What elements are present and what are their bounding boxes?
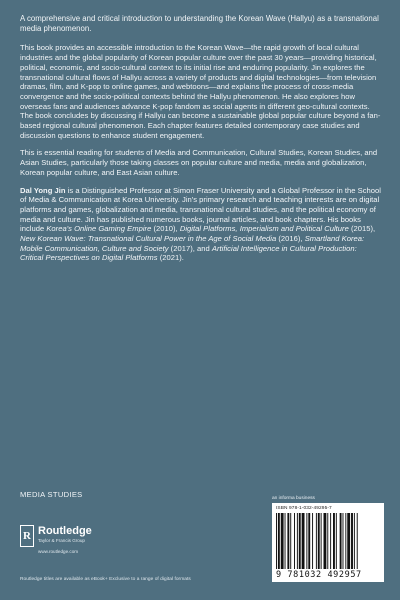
isbn-label: ISBN 978-1-032-49295-7 [276,506,332,511]
publisher-name: Routledge [38,525,92,537]
ebook-note: Routledge titles are available as eBook+ Exclusive to a range of digital formats [20,577,191,582]
barcode-bar [276,513,277,569]
barcode-bar [324,513,327,569]
publisher-url[interactable]: www.routledge.com [38,549,79,554]
barcode-bar [327,513,328,569]
book-title: New Korean Wave: Transnational Cultural Power in the Age of Social Media [20,234,277,244]
barcode-bar [302,513,305,569]
barcode-bar [347,513,350,569]
barcode-bar [306,513,307,569]
barcode-bar [312,513,313,569]
barcode-bar [354,513,355,569]
book-year: (2017), and [168,243,212,253]
barcode-bar [333,513,335,569]
svg-text:R: R [23,530,31,542]
barcode-bar [340,513,342,569]
book-year: (2015), [348,224,376,234]
book-title: Smartland Korea: Mobile Communication, Culture and Society [20,234,365,253]
barcode-box [272,503,384,582]
subject-category: MEDIA STUDIES [20,490,83,499]
barcode-bar [290,513,291,569]
intro-paragraph: A comprehensive and critical introduction to understanding the Korean Wave (Hallyu) as a transnational media phenomenon. [20,14,379,33]
publisher-logo [20,525,140,565]
barcode-bar [330,513,331,569]
barcode-bar [351,513,353,569]
book-year: (2010), [151,224,180,234]
barcode-caption: an informa business [272,496,315,501]
book-title: Artificial Intelligence in Cultural Production: Critical Perspectives on Digital Platforms [20,243,357,263]
routledge-r-icon [20,525,34,547]
barcode-block [272,496,384,582]
barcode-icon [276,513,380,569]
book-title: Digital Platforms, Imperialism and Political Culture [179,224,349,234]
barcode-bar [285,513,286,569]
author-name: Dal Yong Jin [20,185,66,195]
blurb-column [20,14,382,271]
barcode-bar [345,513,346,569]
barcode-bar [281,513,284,569]
barcode-bar [357,513,358,569]
barcode-bar [336,513,337,569]
book-title: Korea's Online Gaming Empire [46,224,152,234]
barcode-bar [299,513,301,569]
barcode-bar [321,513,322,569]
book-year: (2021). [157,253,184,263]
description-paragraph: This book provides an accessible introduction to the Korean Wave—the rapid growth of local cultural industries and the global popularity of Korean popular culture over the past 30 years—providing historical, political, economic, and socio-cultural context to its initial rise and enduring popularity. Jin explores the transnational cultural flows of Hallyu across a variety of products and digital technologies—from television dramas, film, and K-pop to online games, and webtoons—and explains the process of cross-media convergence and the socio-political contexts behind the Hallyu phenomenon. He also explores how overseas fans and audiences advance K-pop fandom as social agents in different geo-cultural contexts. The book concludes by discussing if Hallyu can become a sustainable global popular culture beyond a fan-based regional cultural phenomenon. Each chapter features detailed contemporary case studies and discussion questions to enhance student engagement. [20,43,381,140]
book-year: (2016), [276,234,305,244]
author-bio-text: is a Distinguished Professor at Simon Fraser University and a Global Professor in the School of Media & Communication at Korea University. Jin's primary research and teaching interests are on digital platforms and games, globalization and media, transnational cultural studies, and the political economy of media and culture. Jin has published numerous books, journal articles, and book chapters. His books include [20,185,381,234]
barcode-bar [294,513,295,569]
author-bio [20,186,382,264]
barcode-bar [308,513,310,569]
barcode-bar [318,513,320,569]
barcode-bar [297,513,298,569]
publisher-group: Taylor & Francis Group [38,538,85,543]
barcode-number: 9 781032 492957 [276,570,362,580]
barcode-bar [287,513,289,569]
barcode-bar [316,513,317,569]
barcode-bar [343,513,344,569]
audience-paragraph: This is essential reading for students of Media and Communication, Cultural Studies, Korean Studies, and Asian Studies, particularly those taking classes on popular culture and media, media and globalization, Korean popular culture, and East Asian culture. [20,148,378,177]
barcode-bar [278,513,280,569]
